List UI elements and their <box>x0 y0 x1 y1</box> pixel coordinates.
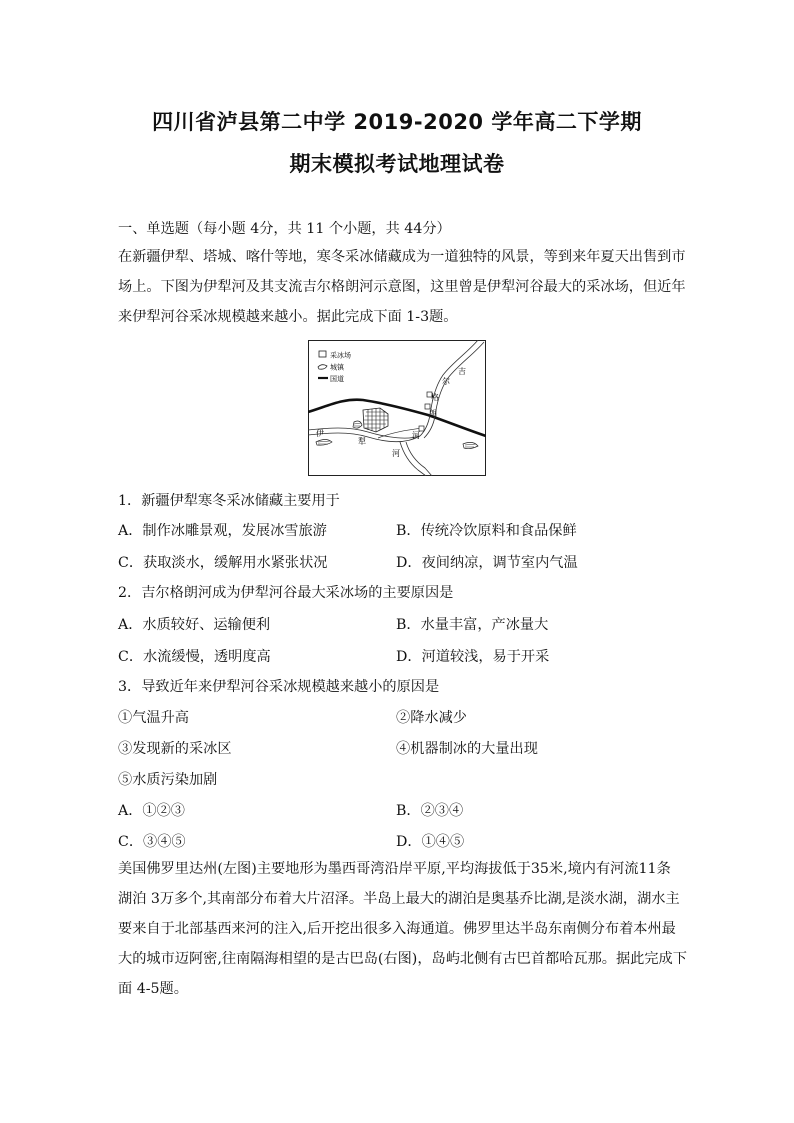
q1-option-b: B．传统冷饮原料和食品保鲜 <box>396 523 577 539</box>
q2-option-b: B．水量丰富，产冰量大 <box>396 617 549 633</box>
passage-2 <box>118 854 687 1004</box>
legend-town: 城镇 <box>330 363 344 372</box>
q2-stem: 2．吉尔格朗河成为伊犁河谷最大采冰场的主要原因是 <box>118 585 454 601</box>
exam-title-line2: 期末模拟考试地理试卷 <box>289 152 505 176</box>
q3-option-d: D．①④⑤ <box>396 834 465 850</box>
yili-river-map <box>308 340 486 476</box>
q3-item-4: ④机器制冰的大量出现 <box>396 741 538 757</box>
label-yi: 伊 <box>316 429 324 438</box>
q2-option-a: A．水质较好、运输便利 <box>118 617 271 633</box>
label-lang: 朗 <box>429 409 437 418</box>
q2-option-c: C．水流缓慢，透明度高 <box>118 649 271 665</box>
passage-2-line: 大的城市迈阿密,往南隔海相望的是古巴岛(右图)，岛屿北侧有古巴首都哈瓦那。据此完成下 <box>118 951 687 967</box>
q1-option-d: D．夜间纳凉，调节室内气温 <box>396 555 578 571</box>
q3-item-3: ③发现新的采冰区 <box>118 741 232 757</box>
label-ge: 格 <box>431 393 439 402</box>
q3-item-1: ①气温升高 <box>118 710 189 726</box>
q3-option-b: B．②③④ <box>396 803 464 819</box>
q3-item-2: ②降水减少 <box>396 710 467 726</box>
q3-stem: 3．导致近年来伊犁河谷采冰规模越来越小的原因是 <box>118 679 440 695</box>
q3-option-c: C．③④⑤ <box>118 834 186 850</box>
exam-title-line1: 四川省泸县第二中学 2019-2020 学年高二下学期 <box>152 110 642 134</box>
q1-option-a: A．制作冰雕景观，发展冰雪旅游 <box>118 523 327 539</box>
section-header: 一、单选题（每小题 4分，共 11 个小题，共 44分） <box>118 221 451 237</box>
q1-stem: 1．新疆伊犁寒冬采冰储藏主要用于 <box>118 493 340 509</box>
q2-option-d: D．河道较浅，易于开采 <box>396 649 550 665</box>
q1-option-c: C．获取淡水，缓解用水紧张状况 <box>118 555 328 571</box>
label-ji: 吉 <box>458 367 466 376</box>
q3-item-5: ⑤水质污染加剧 <box>118 772 218 788</box>
passage-1-line: 场上。下图为伊犁河及其支流吉尔格朗河示意图，这里曾是伊犁河谷最大的采冰场，但近年 <box>118 279 686 295</box>
legend-highway: 国道 <box>330 375 344 383</box>
passage-1-line: 在新疆伊犁、塔城、喀什等地，寒冬采冰储藏成为一道独特的风景，等到来年夏天出售到市 <box>118 249 686 265</box>
legend-ice-field: 采冰场 <box>330 351 351 360</box>
label-he2: 河 <box>392 449 400 458</box>
passage-2-line: 面 4-5题。 <box>118 981 188 997</box>
passage-2-line: 要来自于北部基西来河的注入,后开挖出很多入海通道。佛罗里达半岛东南侧分布着本州最 <box>118 921 676 937</box>
passage-2-line: 美国佛罗里达州(左图)主要地形为墨西哥湾沿岸平原,平均海拔低于35米,境内有河流11条 <box>118 861 671 877</box>
label-er: 尔 <box>442 377 450 386</box>
label-li: 犁 <box>358 437 366 446</box>
passage-1-line: 来伊犁河谷采冰规模越来越小。据此完成下面 1-3题。 <box>118 309 458 325</box>
q3-option-a: A．①②③ <box>118 803 185 819</box>
passage-2-line: 湖泊 3万多个,其南部分布着大片沼泽。半岛上最大的湖泊是奥基乔比湖,是淡水湖，湖水主 <box>118 891 680 907</box>
label-he1: 河 <box>412 431 420 440</box>
passage-1 <box>118 242 686 332</box>
